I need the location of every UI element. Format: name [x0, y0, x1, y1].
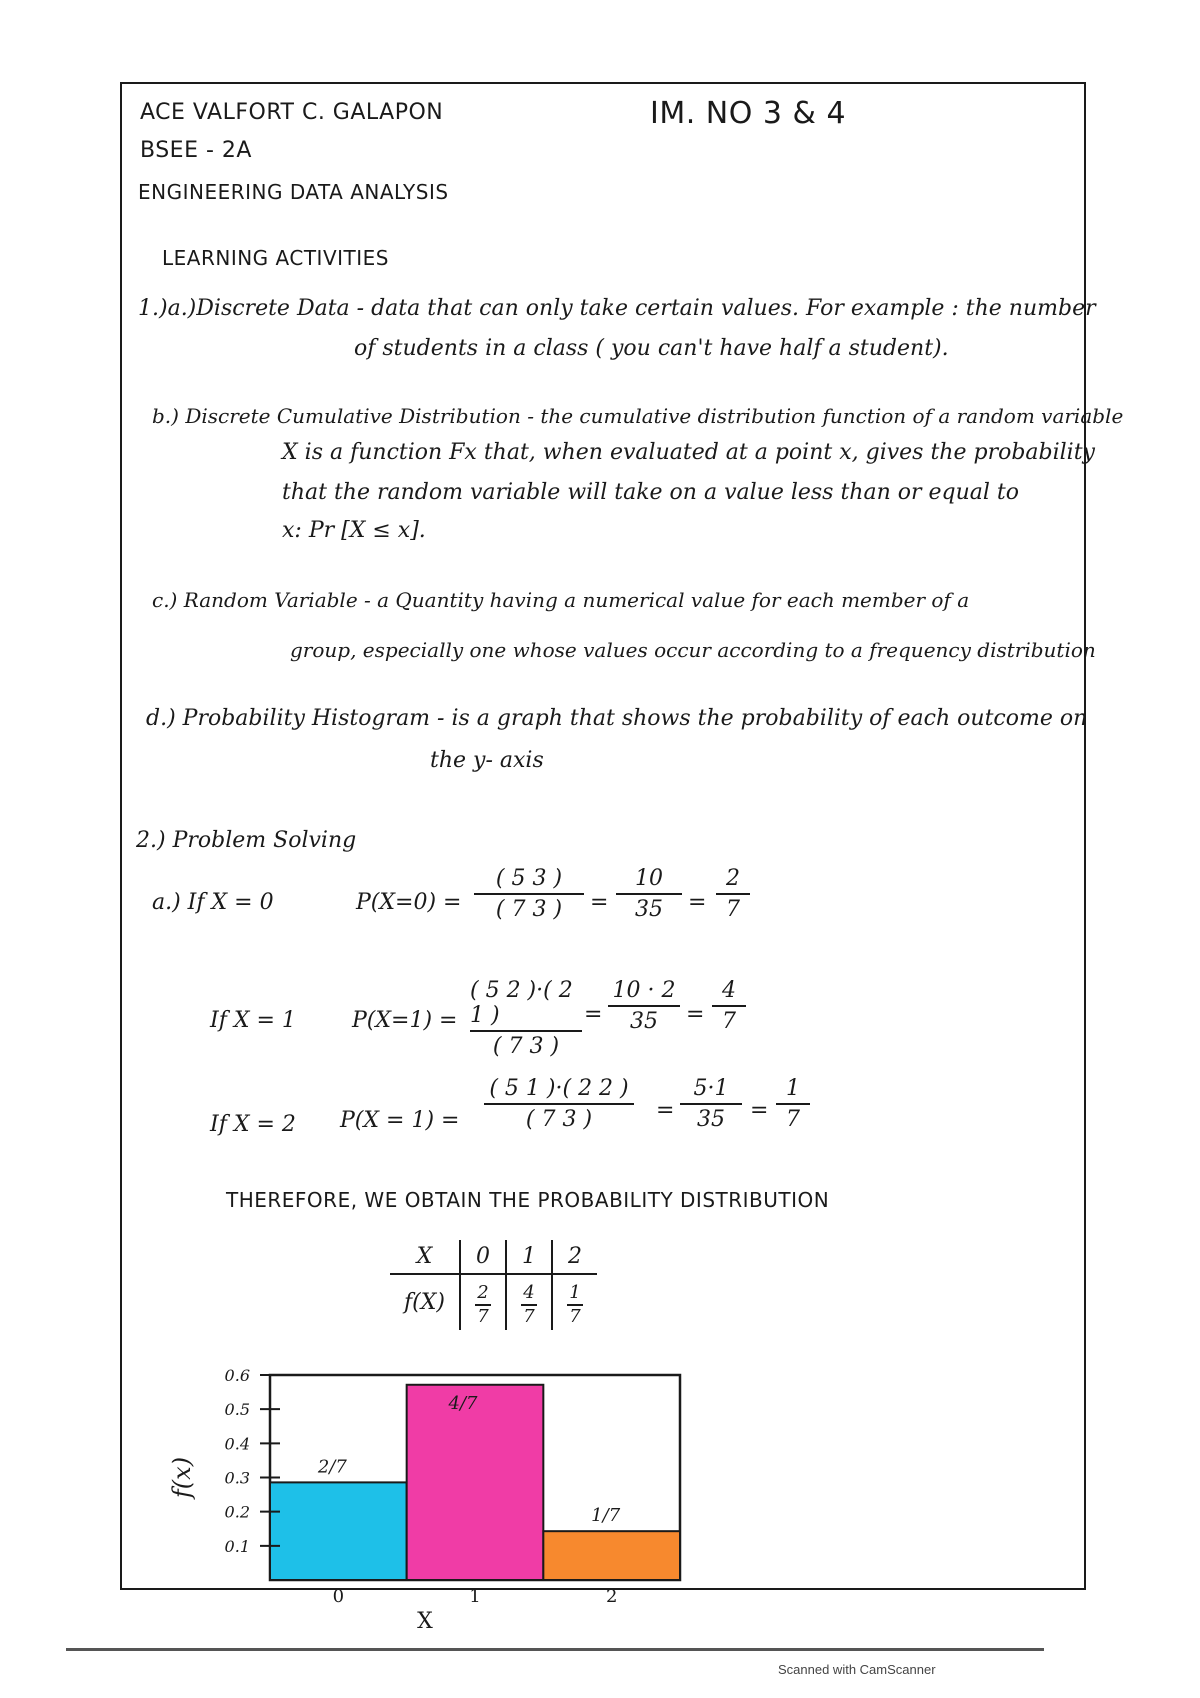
- case-x0-lhs: P(X=0) =: [356, 890, 462, 915]
- case-x2-lhs: P(X = 1) =: [340, 1108, 460, 1133]
- def-a-line2: of students in a class ( you can't have half a student).: [354, 336, 949, 361]
- def-c-line2: group, especially one whose values occur according to a frequency distribution: [290, 638, 1096, 662]
- case-x0-label: a.) If X = 0: [152, 890, 274, 915]
- case-x1-lhs: P(X=1) =: [352, 1008, 458, 1033]
- case-x2-fraction: [484, 1076, 634, 1132]
- case-x1-intermediate: 10 · 2 35: [608, 978, 680, 1034]
- probability-histogram: [160, 1330, 720, 1630]
- bar-label: 4/7: [448, 1392, 478, 1414]
- y-axis-label: f(x): [168, 1456, 196, 1499]
- bar-label: 1/7: [591, 1505, 621, 1527]
- equals-sign: =: [590, 890, 609, 915]
- case-x1-denominator: ( 7 3 ): [492, 1034, 560, 1059]
- case-x1-numerator: ( 5 2 )·( 2 1 ): [470, 978, 573, 1028]
- subject: ENGINEERING DATA ANALYSIS: [138, 180, 449, 204]
- y-tick-label: 0.3: [224, 1468, 250, 1488]
- y-tick-label: 0.5: [224, 1400, 250, 1420]
- y-tick-label: 0.6: [224, 1366, 250, 1385]
- table-cell: 2: [567, 1244, 582, 1269]
- table-row: [390, 1274, 597, 1330]
- case-x2-numerator: ( 5 1 )·( 2 2 ): [489, 1076, 629, 1101]
- bar-2: [543, 1531, 680, 1580]
- equals-sign: =: [686, 1002, 705, 1027]
- def-a-line1: 1.)a.)Discrete Data - data that can only take certain values. For example : the number: [138, 296, 1096, 321]
- probability-distribution-table: [390, 1240, 597, 1330]
- x-axis-label: X: [417, 1609, 433, 1630]
- table-cell: $\frac{2}{7}$: [460, 1274, 506, 1330]
- case-x1-fraction: [470, 978, 582, 1059]
- table-cell: 1: [506, 1240, 552, 1274]
- divider: [66, 1648, 1044, 1651]
- def-b-line2: X is a function Fx that, when evaluated at a point x, gives the probability: [282, 440, 1095, 465]
- equals-sign: =: [750, 1098, 769, 1123]
- case-x2-intermediate: 5·1 35: [680, 1076, 742, 1132]
- bar-1: [407, 1385, 544, 1580]
- therefore-statement: THEREFORE, WE OBTAIN THE PROBABILITY DISTRIBUTION: [226, 1188, 830, 1212]
- def-d-line1: d.) Probability Histogram - is a graph that shows the probability of each outcome on: [146, 706, 1088, 731]
- case-x0-fraction: [474, 866, 584, 922]
- table-header-x: X: [390, 1240, 460, 1274]
- case-x0-result: 2 7: [716, 866, 750, 922]
- y-tick-label: 0.2: [224, 1502, 250, 1522]
- case-x1-result: 4 7: [712, 978, 746, 1034]
- student-name: ACE VALFORT C. GALAPON: [140, 100, 444, 125]
- problem-title: 2.) Problem Solving: [136, 828, 357, 853]
- def-b-line4: x: Pr [X ≤ x].: [282, 518, 426, 543]
- table-row: [390, 1240, 597, 1274]
- case-x2-label: If X = 2: [210, 1112, 296, 1137]
- equals-sign: =: [656, 1098, 675, 1123]
- table-cell: $\frac{4}{7}$: [506, 1274, 552, 1330]
- def-d-line2: the y- axis: [430, 748, 544, 773]
- table-cell: $\frac{1}{7}$: [552, 1274, 597, 1330]
- case-x0-intermediate: 10 35: [616, 866, 682, 922]
- doc-id: IM. NO 3 & 4: [650, 96, 847, 131]
- table-header-fx: f(X): [390, 1274, 460, 1330]
- case-x0-denominator: ( 7 3 ): [495, 897, 563, 922]
- x-tick-label: 1: [469, 1586, 481, 1607]
- def-b-line3: that the random variable will take on a value less than or equal to: [282, 480, 1019, 505]
- course: BSEE - 2A: [140, 138, 252, 163]
- def-b-line1: b.) Discrete Cumulative Distribution - the cumulative distribution function of a random variable: [152, 404, 1124, 428]
- y-tick-label: 0.1: [224, 1536, 250, 1556]
- y-tick-label: 0.4: [224, 1434, 250, 1454]
- learning-title: LEARNING ACTIVITIES: [162, 246, 389, 270]
- bar-0: [270, 1482, 407, 1580]
- case-x0-numerator: ( 5 3 ): [495, 866, 563, 891]
- x-tick-label: 2: [605, 1586, 618, 1607]
- case-x2-result: 1 7: [776, 1076, 810, 1132]
- scanner-watermark: Scanned with CamScanner: [778, 1662, 936, 1677]
- def-c-line1: c.) Random Variable - a Quantity having a numerical value for each member of a: [152, 588, 970, 612]
- table-cell: 0: [460, 1240, 506, 1274]
- case-x2-denominator: ( 7 3 ): [525, 1107, 593, 1132]
- x-tick-label: 0: [332, 1586, 345, 1607]
- bar-label: 2/7: [317, 1456, 347, 1478]
- equals-sign: =: [688, 890, 707, 915]
- equals-sign: =: [584, 1002, 603, 1027]
- case-x1-label: If X = 1: [210, 1008, 296, 1033]
